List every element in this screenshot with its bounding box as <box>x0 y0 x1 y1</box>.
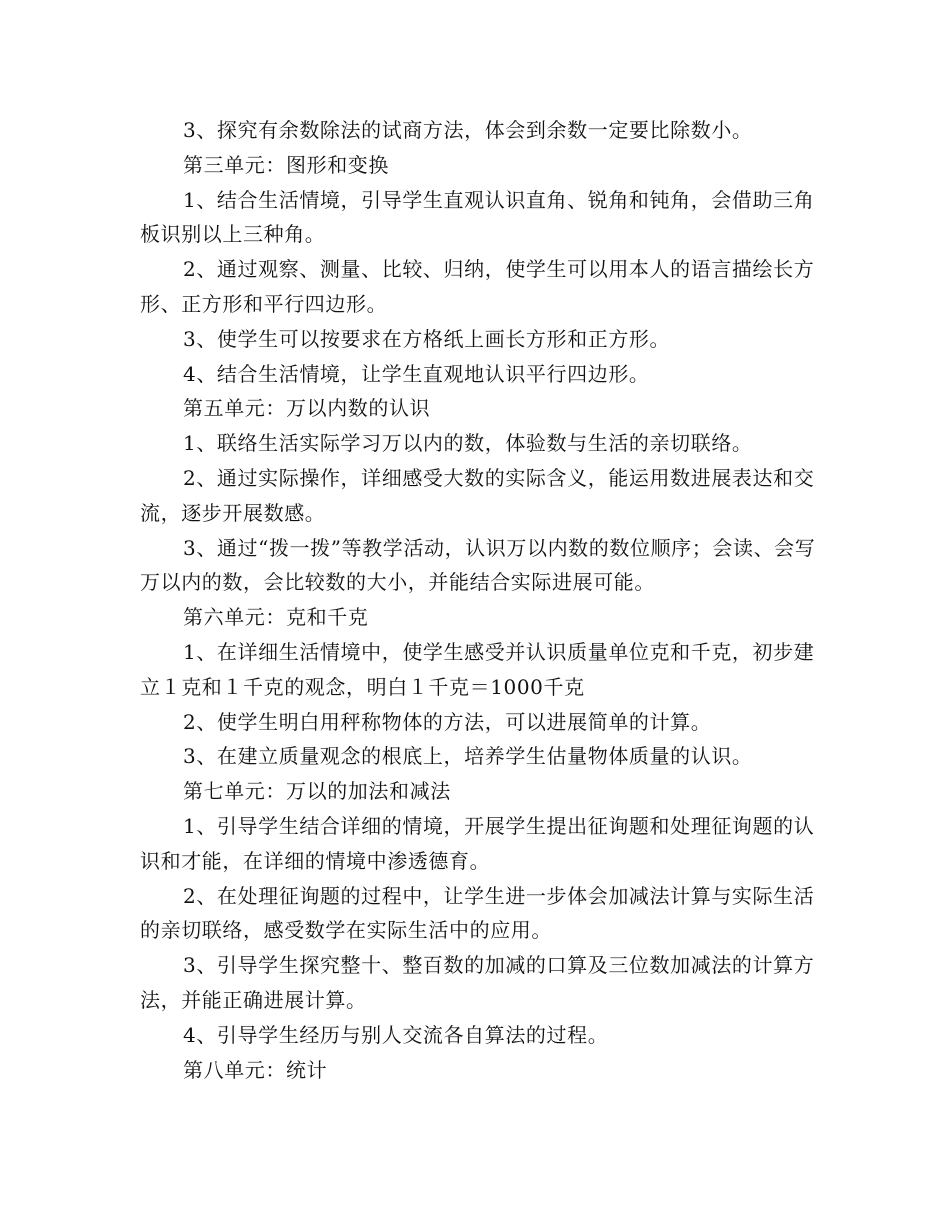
paragraph-unit5-item2: 2、通过实际操作，详细感受大数的实际含义，能运用数进展表达和交流，逐步开展数感。 <box>140 465 815 525</box>
heading-unit8: 第八单元：统计 <box>183 1057 328 1082</box>
paragraph-unit7-item4: 4、引导学生经历与别人交流各自算法的过程。 <box>183 1022 609 1047</box>
paragraph-unit3-item4: 4、结合生活情境，让学生直观地认识平行四边形。 <box>183 361 650 386</box>
paragraph-unit7-item3: 3、引导学生探究整十、整百数的加减的口算及三位数加减法的计算方法，并能正确进展计算。 <box>140 953 815 1012</box>
heading-unit6: 第六单元：克和千克 <box>183 605 369 630</box>
heading-unit5: 第五单元：万以内数的认识 <box>183 396 431 421</box>
paragraph-unit3-item2: 2、通过观察、测量、比较、归纳，使学生可以用本人的语言描绘长方形、正方形和平行四边形。 <box>140 257 815 316</box>
paragraph-unit6-item2: 2、使学生明白用秤称物体的方法，可以进展简单的计算。 <box>183 709 712 734</box>
paragraph-unit7-item2: 2、在处理征询题的过程中，让学生进一步体会加减法计算与实际生活的亲切联络，感受数学在实际生活中的应用。 <box>140 883 815 943</box>
paragraph-unit6-item1: 1、在详细生活情境中，使学生感受并认识质量单位克和千克，初步建立１克和１千克的观念，明白１千克＝1000千克 <box>140 639 815 699</box>
paragraph-unit3-item1: 1、结合生活情境，引导学生直观认识直角、锐角和钝角，会借助三角板识别以上三种角。 <box>140 187 815 247</box>
paragraph-unit7-item1: 1、引导学生结合详细的情境，开展学生提出征询题和处理征询题的认识和才能，在详细的情境中渗透德育。 <box>140 813 815 873</box>
paragraph-unit6-item3: 3、在建立质量观念的根底上，培养学生估量物体质量的认识。 <box>183 744 753 769</box>
heading-unit3: 第三单元：图形和变换 <box>183 152 389 177</box>
document-body <box>140 113 820 1087</box>
paragraph-unit2-item3: 3、探究有余数除法的试商方法，体会到余数一定要比除数小。 <box>183 118 753 142</box>
paragraph-unit3-item3: 3、使学生可以按要求在方格纸上画长方形和正方形。 <box>183 326 671 351</box>
paragraph-unit5-item1: 1、联络生活实际学习万以内的数，体验数与生活的亲切联络。 <box>183 431 753 456</box>
heading-unit7: 第七单元：万以的加法和减法 <box>183 779 451 804</box>
paragraph-unit5-item3: 3、通过“拨一拨”等教学活动，认识万以内数的数位顺序；会读、会写万以内的数，会比较数的大小，并能结合实际进展可能。 <box>140 535 816 595</box>
